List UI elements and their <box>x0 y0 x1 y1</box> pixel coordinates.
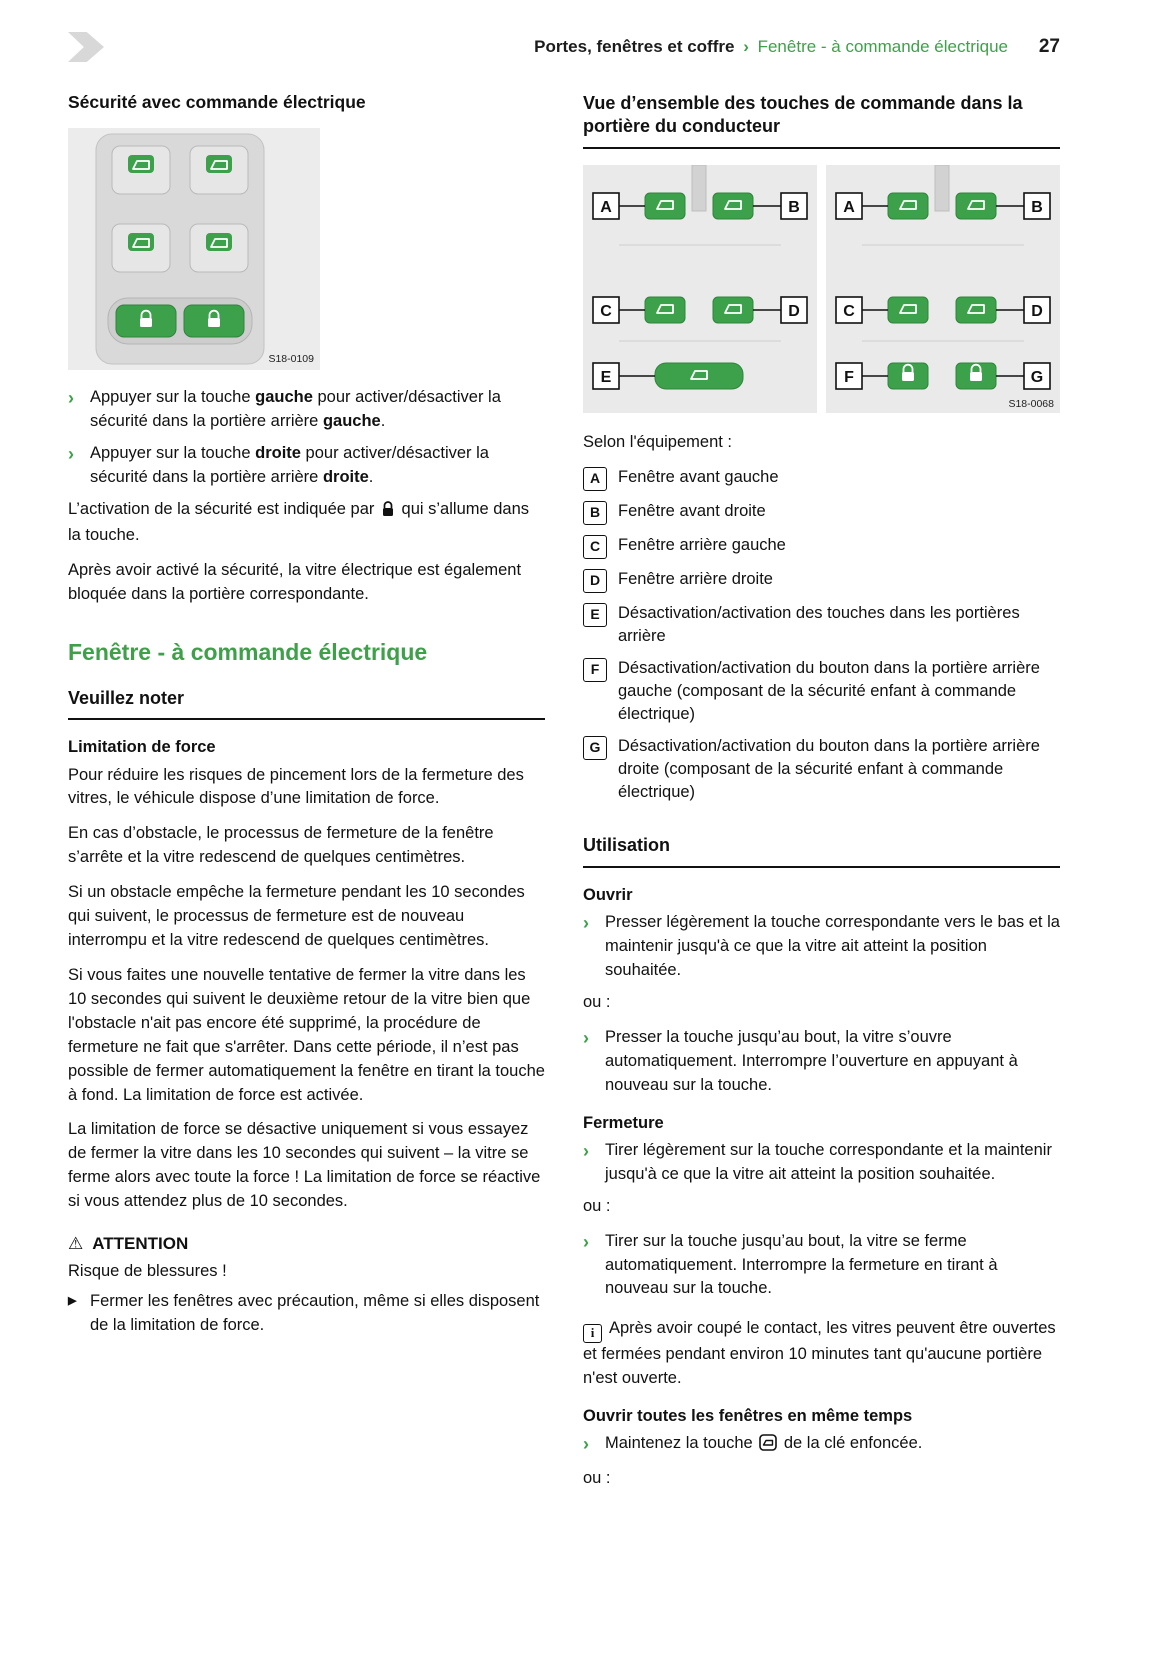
subsection-title-open: Ouvrir <box>583 885 633 904</box>
warning-triangle-icon: ⚠ <box>68 1234 84 1254</box>
attention-risk-text: Risque de blessures ! <box>68 1262 227 1281</box>
chevron-bullet-icon: › <box>583 1027 589 1048</box>
figure-label: B <box>1031 198 1043 216</box>
or-text: ou : <box>583 1469 611 1488</box>
legend-text: Fenêtre arrière droite <box>618 569 773 588</box>
figure-label: D <box>788 302 800 320</box>
legend-text: Désactivation/activation des touches dans les portières arrière <box>618 603 1020 645</box>
after-activation-paragraph: Après avoir activé la sécurité, la vitre électrique est également bloquée dans la portière correspondante. <box>68 561 522 604</box>
close-step-1 <box>583 1139 1060 1187</box>
figure-security-switch-panel <box>68 128 545 370</box>
legend-text: Fenêtre avant gauche <box>618 467 779 486</box>
figure-label: E <box>600 368 612 386</box>
info-note: i Après avoir coupé le contact, les vitres peuvent être ouvertes et fermées pendant environ 10 minutes tant qu'aucune portière n'est ouverte. <box>583 1319 1056 1388</box>
attention-title: ATTENTION <box>92 1234 189 1254</box>
open-step-2 <box>583 1026 1060 1098</box>
right-column <box>583 92 1060 1502</box>
key-window-button-icon <box>759 1434 777 1459</box>
legend-key-box: C <box>583 535 607 559</box>
force-paragraph-4: Si vous faites une nouvelle tentative de fermer la vitre dans les 10 secondes qui suivent le deuxième retour de la vitre bien que l'obstacle n'ait pas encore été supprimé, la procédure de fermeture ne fait que s'arrêter. Dans cette période, il n’est pas possible de fermer automatiquement la fenêtre en tirant la touche à fond. La limitation de force est activée. <box>68 965 545 1104</box>
or-text: ou : <box>583 1196 611 1215</box>
legend-key-box: F <box>583 658 607 682</box>
bullet-text: Presser la touche jusqu’au bout, la vitre s’ouvre automatiquement. Interrompre l’ouverture en appuyant à nouveau sur la touche. <box>605 1027 1018 1094</box>
force-paragraph-2: En cas d’obstacle, le processus de fermeture de la fenêtre s’arrête et la vitre redescend de quelques centimètres. <box>68 824 494 867</box>
legend-item <box>583 500 1060 525</box>
legend-item <box>583 568 1060 593</box>
equipment-intro: Selon l'équipement : <box>583 432 732 451</box>
chevron-bullet-icon: › <box>583 1434 589 1455</box>
legend-item <box>583 657 1060 726</box>
section-title-usage: Utilisation <box>583 834 1060 867</box>
bullet-text: Tirer légèrement sur la touche correspondante et la maintenir jusqu'à ce que la vitre ait atteint la position souhaitée. <box>605 1140 1052 1183</box>
left-column <box>68 92 545 1502</box>
figure-control-overview <box>583 165 1060 413</box>
figure-label: A <box>600 198 612 216</box>
figure-caption: S18-0109 <box>268 352 314 365</box>
legend-item <box>583 735 1060 804</box>
legend-text: Désactivation/activation du bouton dans la portière arrière droite (composant de la sécurité enfant à commande électrique) <box>618 737 1040 802</box>
legend-item <box>583 466 1060 491</box>
attention-list-item <box>68 1290 545 1338</box>
figure-label: B <box>788 198 800 216</box>
chevron-bullet-icon: › <box>68 443 74 464</box>
legend-key-box: E <box>583 603 607 627</box>
triangle-bullet-icon: ▶ <box>68 1295 77 1308</box>
bullet-text: Appuyer sur la touche droite pour activer/désactiver la sécurité dans la portière arrière droite. <box>90 443 489 486</box>
open-step-1 <box>583 911 1060 983</box>
or-text: ou : <box>583 992 611 1011</box>
legend-key-box: G <box>583 736 607 760</box>
close-step-2 <box>583 1230 1060 1302</box>
legend-text: Désactivation/activation du bouton dans la portière arrière gauche (composant de la sécurité enfant à commande électrique) <box>618 658 1040 724</box>
list-item-right-button <box>68 442 545 490</box>
chevron-bullet-icon: › <box>583 1140 589 1161</box>
force-paragraph-1: Pour réduire les risques de pincement lors de la fermeture des vitres, le véhicule dispose d’une limitation de force. <box>68 765 524 808</box>
subsection-title-open-all: Ouvrir toutes les fenêtres en même temps <box>583 1407 913 1426</box>
switch-panel-illustration <box>68 128 320 370</box>
breadcrumb-chapter: Portes, fenêtres et coffre <box>534 37 735 56</box>
chevron-bullet-icon: › <box>583 1231 589 1252</box>
open-all-step <box>583 1432 1060 1459</box>
bullet-text: Appuyer sur la touche gauche pour activer/désactiver la sécurité dans la portière arrière gauche. <box>90 387 501 430</box>
bullet-text: Maintenez la touche de la clé enfoncée. <box>605 1434 922 1452</box>
legend-key-box: D <box>583 569 607 593</box>
subsection-title-force-limit: Limitation de force <box>68 738 216 757</box>
figure-label: A <box>843 198 855 216</box>
chevron-bullet-icon: › <box>68 387 74 408</box>
legend-text: Fenêtre arrière gauche <box>618 535 786 554</box>
bullet-text: Presser légèrement la touche correspondante vers le bas et la maintenir jusqu'à ce que la vitre ait atteint la position souhaitée. <box>605 913 1060 979</box>
breadcrumb <box>104 37 1008 57</box>
info-icon: i <box>583 1324 602 1343</box>
header-arrow-icon <box>68 32 104 62</box>
page-header <box>68 30 1060 64</box>
figure-label: C <box>600 302 612 320</box>
attention-header <box>68 1234 545 1254</box>
section-title-security: Sécurité avec commande électrique <box>68 92 366 112</box>
section-title-overview: Vue d’ensemble des touches de commande dans la portière du conducteur <box>583 92 1060 149</box>
lock-icon <box>381 501 395 525</box>
chevron-bullet-icon: › <box>583 913 589 934</box>
figure-label: G <box>1030 368 1044 386</box>
legend-key-box: A <box>583 467 607 491</box>
legend-item <box>583 534 1060 559</box>
section-title-note: Veuillez noter <box>68 687 545 720</box>
legend-text: Fenêtre avant droite <box>618 501 766 520</box>
legend-list <box>583 466 1060 805</box>
legend-item <box>583 602 1060 648</box>
force-paragraph-3: Si un obstacle empêche la fermeture pendant les 10 secondes qui suivent, le processus de fermeture est de nouveau interrompu et la vitre redescend de quelques centimètres. <box>68 883 525 950</box>
figure-caption: S18-0068 <box>1008 397 1054 410</box>
control-panel-diagram-right <box>826 165 1060 413</box>
security-indicator-paragraph: L’activation de la sécurité est indiquée par qui s’allume dans la touche. <box>68 499 530 545</box>
subsection-title-close: Fermeture <box>583 1113 664 1132</box>
legend-key-box: B <box>583 501 607 525</box>
figure-label: C <box>843 302 855 320</box>
figure-label: D <box>1031 302 1043 320</box>
bullet-text: Tirer sur la touche jusqu’au bout, la vitre se ferme automatiquement. Interrompre la fermeture en tirant à nouveau sur la touche. <box>605 1231 998 1298</box>
breadcrumb-current: Fenêtre - à commande électrique <box>757 37 1008 56</box>
breadcrumb-separator-icon: › <box>743 37 749 56</box>
bullet-text: Fermer les fenêtres avec précaution, même si elles disposent de la limitation de force. <box>90 1292 540 1335</box>
force-paragraph-5: La limitation de force se désactive uniquement si vous essayez de fermer la vitre dans les 10 secondes qui suivent – la vitre se ferme alors avec toute la force ! La limitation de force se réactive si vous attendez plus de 10 secondes. <box>68 1120 541 1211</box>
page-number: 27 <box>1038 36 1060 57</box>
list-item-left-button <box>68 386 545 434</box>
chapter-title-window: Fenêtre - à commande électrique <box>68 639 428 666</box>
control-panel-diagram-left <box>583 165 817 413</box>
two-column-layout <box>68 92 1060 1502</box>
figure-label: F <box>844 368 854 386</box>
